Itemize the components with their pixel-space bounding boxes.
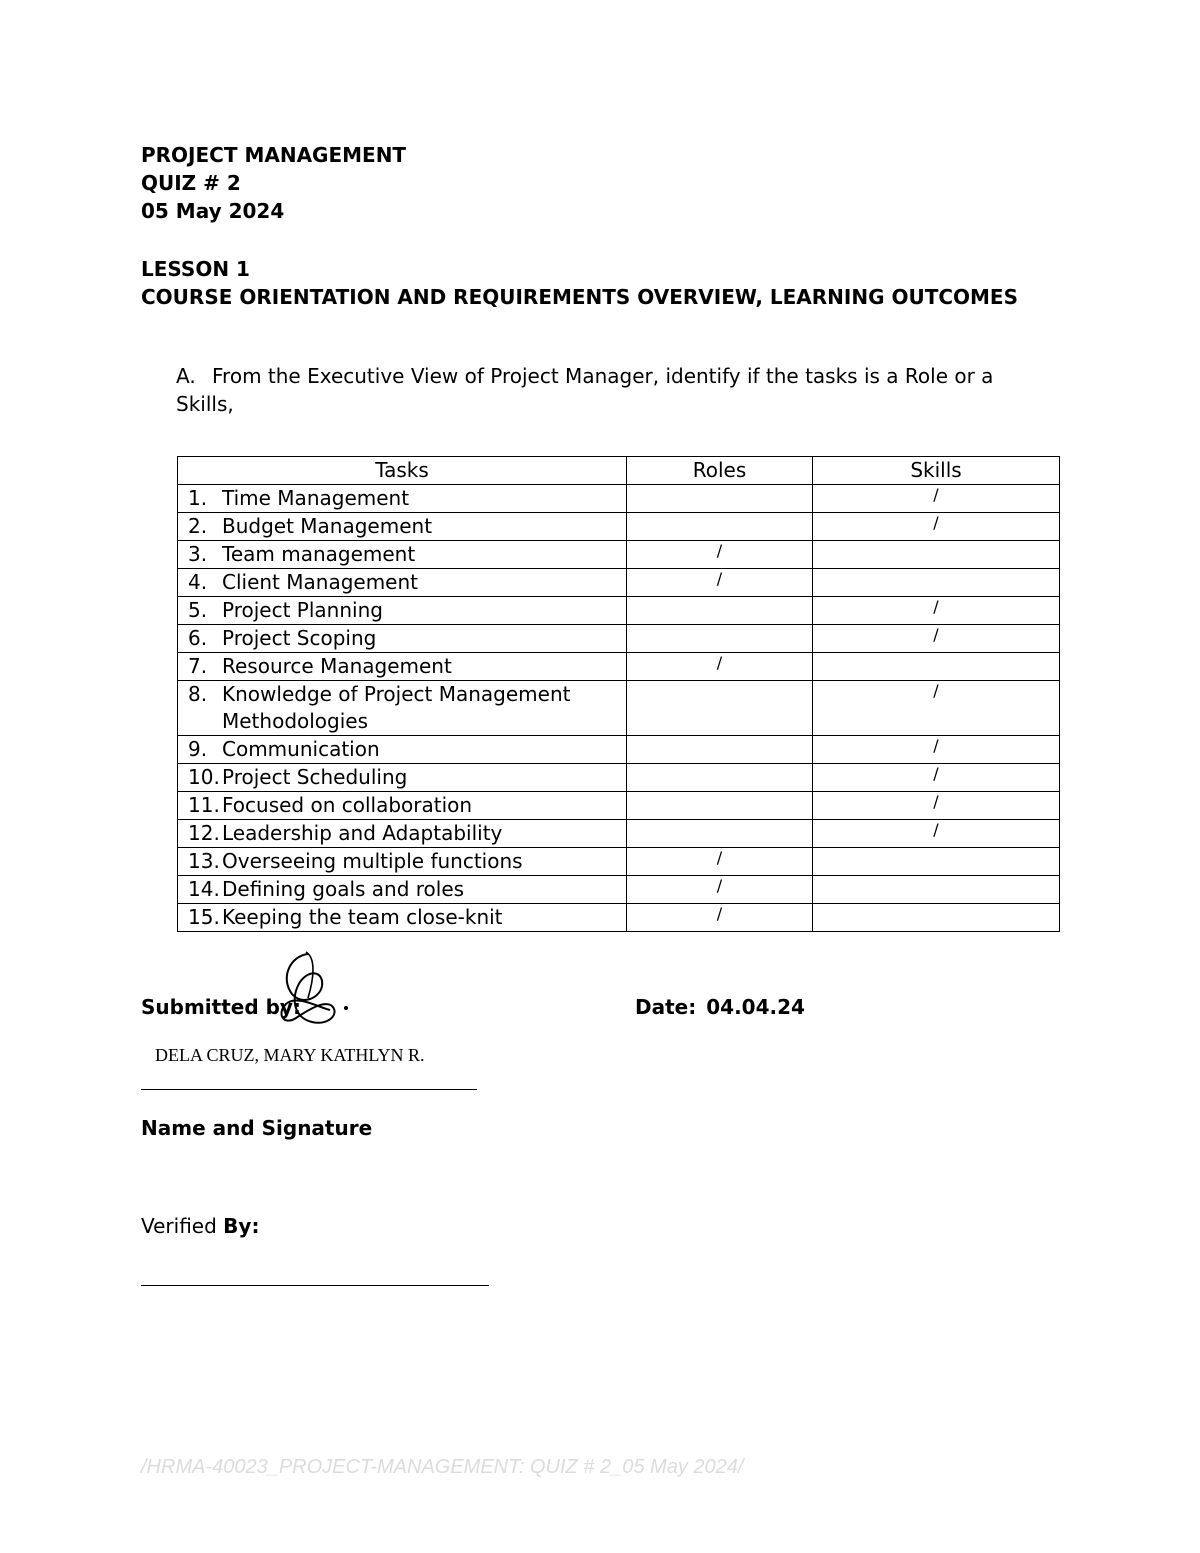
- task-cell: [178, 597, 627, 625]
- roles-mark: /: [627, 541, 813, 569]
- roles-mark: /: [627, 848, 813, 876]
- task-cell: [178, 485, 627, 513]
- table-row: [178, 597, 1060, 625]
- task-cell: [178, 653, 627, 681]
- skills-mark: /: [813, 513, 1060, 541]
- table-row: [178, 485, 1060, 513]
- skills-mark: [813, 569, 1060, 597]
- task-number: 1.: [188, 486, 208, 510]
- name-signature-label: Name and Signature: [141, 1116, 373, 1140]
- roles-mark: [627, 485, 813, 513]
- skills-mark: /: [813, 681, 1060, 736]
- tasks-table: [177, 456, 1060, 932]
- table-row: [178, 904, 1060, 932]
- course-title: PROJECT MANAGEMENT: [141, 143, 407, 167]
- task-number: 13.: [188, 849, 220, 873]
- task-text: Keeping the team close-knit: [222, 905, 503, 929]
- task-cell: [178, 764, 627, 792]
- task-text: Overseeing multiple functions: [222, 849, 523, 873]
- submission-date: [635, 995, 805, 1019]
- skills-mark: [813, 653, 1060, 681]
- roles-mark: [627, 597, 813, 625]
- table-row: [178, 848, 1060, 876]
- table-row: [178, 513, 1060, 541]
- verified-label-word: Verified: [141, 1214, 217, 1238]
- task-text: Defining goals and roles: [222, 877, 465, 901]
- header-tasks: Tasks: [178, 457, 627, 485]
- task-text: Budget Management: [222, 514, 433, 538]
- task-text: Time Management: [222, 486, 410, 510]
- signature-line: [141, 1089, 477, 1090]
- task-cell: [178, 513, 627, 541]
- task-cell: [178, 848, 627, 876]
- roles-mark: /: [627, 569, 813, 597]
- skills-mark: [813, 904, 1060, 932]
- table-row: [178, 653, 1060, 681]
- lesson-title: COURSE ORIENTATION AND REQUIREMENTS OVERVIEW, LEARNING OUTCOMES: [141, 285, 1018, 309]
- roles-mark: [627, 764, 813, 792]
- task-text: Focused on collaboration: [222, 793, 473, 817]
- skills-mark: /: [813, 792, 1060, 820]
- instruction-text: From the Executive View of Project Manager, identify if the tasks is a Role or a Skills,: [176, 364, 994, 416]
- task-text: Project Scoping: [222, 626, 377, 650]
- skills-mark: /: [813, 764, 1060, 792]
- verifier-signature-line: [141, 1285, 489, 1286]
- task-cell: [178, 541, 627, 569]
- table-header-row: [178, 457, 1060, 485]
- submitted-by-label: Submitted by:: [141, 995, 301, 1019]
- roles-mark: [627, 736, 813, 764]
- task-number: 12.: [188, 821, 220, 845]
- table-row: [178, 792, 1060, 820]
- instruction: [176, 362, 1056, 418]
- task-text: Client Management: [222, 570, 419, 594]
- table-row: [178, 820, 1060, 848]
- lesson-number: LESSON 1: [141, 257, 250, 281]
- lesson-header: [141, 255, 1018, 311]
- date-label: Date:: [635, 995, 697, 1019]
- footer-watermark: /HRMA-40023_PROJECT-MANAGEMENT: QUIZ # 2_05 May 2024/: [141, 1456, 744, 1478]
- roles-mark: [627, 792, 813, 820]
- roles-mark: [627, 625, 813, 653]
- skills-mark: [813, 541, 1060, 569]
- task-cell: [178, 904, 627, 932]
- table-row: [178, 736, 1060, 764]
- task-number: 15.: [188, 905, 220, 929]
- task-text: Project Scheduling: [222, 765, 408, 789]
- task-cell: [178, 792, 627, 820]
- header-skills: Skills: [813, 457, 1060, 485]
- roles-mark: /: [627, 876, 813, 904]
- task-number: 14.: [188, 877, 220, 901]
- signature-image: [250, 948, 360, 1038]
- skills-mark: /: [813, 820, 1060, 848]
- header-roles: Roles: [627, 457, 813, 485]
- task-number: 4.: [188, 570, 208, 594]
- skills-mark: /: [813, 485, 1060, 513]
- verified-by-label: [141, 1214, 259, 1238]
- roles-mark: [627, 513, 813, 541]
- task-number: 10.: [188, 765, 220, 789]
- task-text: Leadership and Adaptability: [222, 821, 503, 845]
- task-number: 11.: [188, 793, 220, 817]
- instruction-marker: A.: [176, 364, 196, 388]
- skills-mark: [813, 848, 1060, 876]
- task-number: 5.: [188, 598, 208, 622]
- table-row: [178, 764, 1060, 792]
- document-header: [141, 141, 406, 225]
- date-value: 04.04.24: [706, 995, 805, 1019]
- roles-mark: /: [627, 653, 813, 681]
- quiz-date: 05 May 2024: [141, 199, 285, 223]
- table-row: [178, 681, 1060, 736]
- roles-mark: [627, 681, 813, 736]
- verified-label-by: By:: [223, 1214, 260, 1238]
- task-cell: [178, 876, 627, 904]
- task-number: 7.: [188, 654, 208, 678]
- task-text: Project Planning: [222, 598, 383, 622]
- roles-mark: /: [627, 904, 813, 932]
- task-text: Knowledge of Project Management Methodologies: [222, 682, 571, 733]
- task-text: Team management: [222, 542, 416, 566]
- table-row: [178, 625, 1060, 653]
- skills-mark: /: [813, 597, 1060, 625]
- printed-name: DELA CRUZ, MARY KATHLYN R.: [155, 1045, 425, 1065]
- task-cell: [178, 736, 627, 764]
- table-row: [178, 569, 1060, 597]
- task-number: 3.: [188, 542, 208, 566]
- skills-mark: /: [813, 736, 1060, 764]
- task-cell: [178, 625, 627, 653]
- task-number: 2.: [188, 514, 208, 538]
- skills-mark: [813, 876, 1060, 904]
- task-number: 8.: [188, 682, 208, 706]
- task-cell: [178, 820, 627, 848]
- task-number: 9.: [188, 737, 208, 761]
- table-row: [178, 876, 1060, 904]
- task-text: Resource Management: [222, 654, 452, 678]
- roles-mark: [627, 820, 813, 848]
- skills-mark: /: [813, 625, 1060, 653]
- task-cell: [178, 681, 627, 736]
- task-text: Communication: [222, 737, 380, 761]
- task-cell: [178, 569, 627, 597]
- task-number: 6.: [188, 626, 208, 650]
- table-row: [178, 541, 1060, 569]
- quiz-number: QUIZ # 2: [141, 171, 241, 195]
